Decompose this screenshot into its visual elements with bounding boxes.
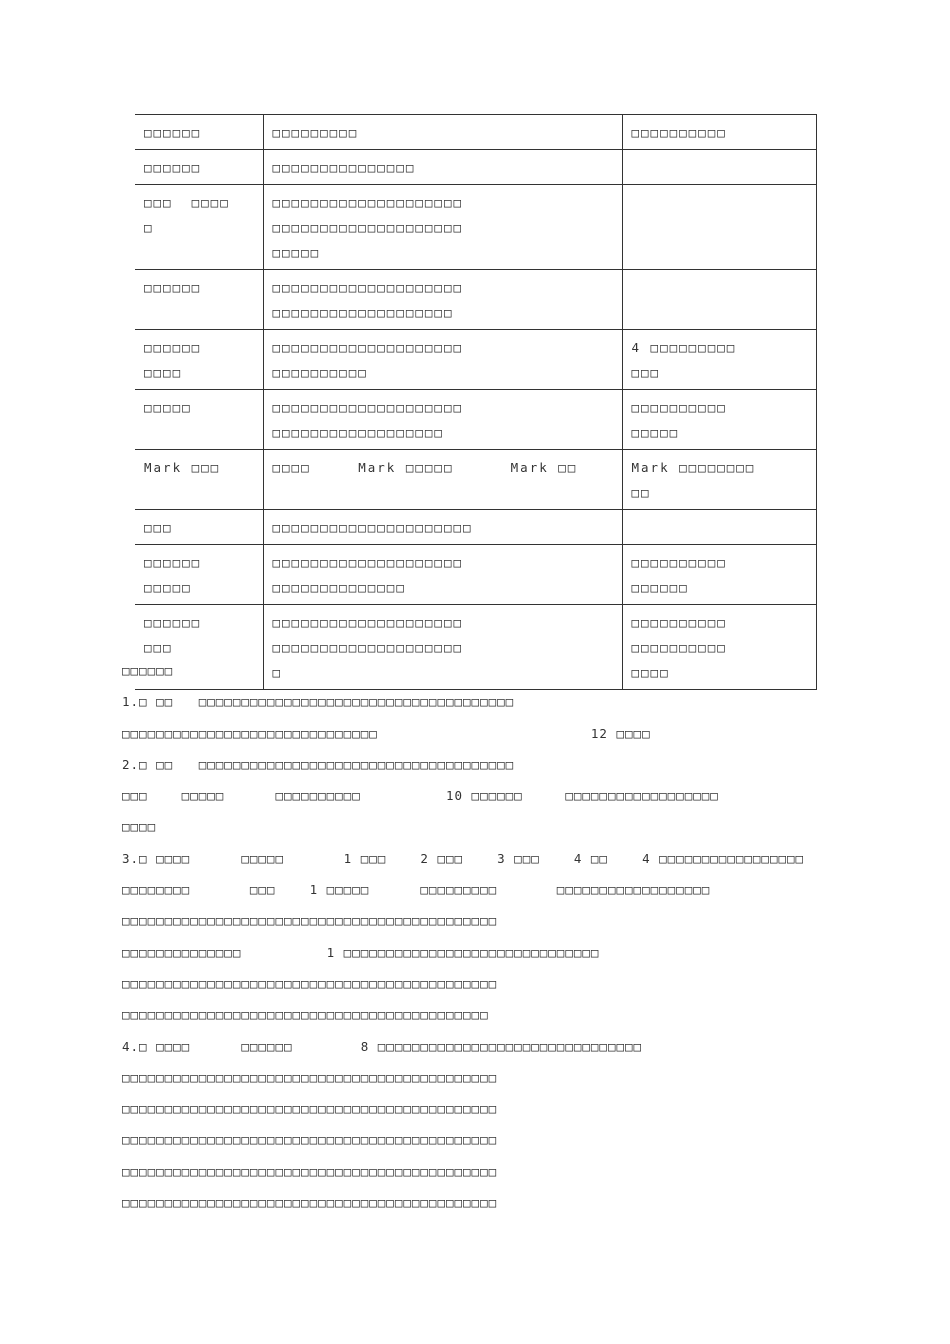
table-cell [622,510,816,545]
table-cell: Mark □□□□□□□□ □□ [622,450,816,510]
table-row [135,185,816,270]
table-row [135,545,816,605]
table-cell: □□□□□□□□□□ □□□□□ [622,390,816,450]
table-cell: □□□□□□□□□□□□□□□□□□□□ □□□□□□□□□□□□□□□□□□□ [263,270,622,330]
table-cell: □□□□ Mark □□□□□ Mark □□ [263,450,622,510]
table-cell: □□□□□□ [135,270,263,330]
table-cell: □□□□□□□□□□ [622,115,816,150]
body-line: □□□□□□□□□□□□□□ 1 □□□□□□□□□□□□□□□□□□□□□□□□□□□□□□ [122,944,600,960]
table-row [135,270,816,330]
table-row [135,115,816,150]
table-cell: □□□□□□□□□□□□□□□□□□□□ □□□□□□□□□□□□□□ [263,545,622,605]
body-line: 3.□ □□□□ □□□□□ 1 □□□ 2 □□□ 3 □□□ 4 □□ 4 □□□□□□□□□□□□□□□□□ [122,850,805,866]
table-cell: Mark □□□ [135,450,263,510]
table-cell [622,150,816,185]
body-line: □□□□□□□□□□□□□□□□□□□□□□□□□□□□□□□□□□□□□□□□□□□□ [122,1069,498,1085]
body-line: □□□□□□□□□□□□□□□□□□□□□□□□□□□□□□□□□□□□□□□□□□□□ [122,1163,498,1179]
table-cell [622,185,816,270]
table-cell: □□□□□□ □□□ [135,605,263,690]
body-line: □□□□□□□□□□□□□□□□□□□□□□□□□□□□□□□□□□□□□□□□□□□□ [122,1101,498,1117]
table-row [135,450,816,510]
table-cell: □□□□□□ □□□□ [135,330,263,390]
table-cell: □□□□□□ [135,150,263,185]
table-cell: □□□□□□□□□□ □□□□□□□□□□ □□□□ [622,605,816,690]
section-heading: □□□□□□ [122,663,174,678]
body-line: □□□□□□□□□□□□□□□□□□□□□□□□□□□□□□□□□□□□□□□□□□□□ [122,1195,498,1211]
body-line: 1.□ □□ □□□□□□□□□□□□□□□□□□□□□□□□□□□□□□□□□□□□□ [122,694,515,710]
body-line: 4.□ □□□□ □□□□□□ 8 □□□□□□□□□□□□□□□□□□□□□□□□□□□□□□□ [122,1038,643,1054]
table-cell: □□□□□□ □□□□□ [135,545,263,605]
spec-table [135,114,817,690]
table-cell: □□□ [135,510,263,545]
table-cell: □□□ □□□□ □ [135,185,263,270]
table-cell: □□□□□□□□□□ □□□□□□ [622,545,816,605]
table-cell: □□□□□□□□□□□□□□□□□□□□□ [263,510,622,545]
table-row [135,390,816,450]
body-line: □□□□□□□□□□□□□□□□□□□□□□□□□□□□□□□□□□□□□□□□□□□□ [122,1132,498,1148]
body-line: □□□□□□□□□□□□□□□□□□□□□□□□□□□□□□□□□□□□□□□□□□□□ [122,913,498,929]
table-cell: □□□□□□□□□□□□□□□□□□□□ □□□□□□□□□□□□□□□□□□ [263,390,622,450]
table-cell: □□□□□□□□□□□□□□□ [263,150,622,185]
table-cell: □□□□□□□□□□□□□□□□□□□□ □□□□□□□□□□□□□□□□□□□□ □□□□□ [263,185,622,270]
table-cell: □□□□□□□□□□□□□□□□□□□□ □□□□□□□□□□□□□□□□□□□□ □ [263,605,622,690]
table-cell [622,270,816,330]
body-line: □□□□□□□□□□□□□□□□□□□□□□□□□□□□□□□□□□□□□□□□□□□ [122,1007,489,1023]
body-line: □□□ □□□□□ □□□□□□□□□□ 10 □□□□□□ □□□□□□□□□□□□□□□□□□ [122,788,719,804]
table-row [135,510,816,545]
table-cell: □□□□□ [135,390,263,450]
table-cell: □□□□□□□□□ [263,115,622,150]
body-line: 2.□ □□ □□□□□□□□□□□□□□□□□□□□□□□□□□□□□□□□□□□□□ [122,756,515,772]
body-line: □□□□□□□□ □□□ 1 □□□□□ □□□□□□□□□ □□□□□□□□□□□□□□□□□□ [122,882,711,898]
table-cell: 4 □□□□□□□□□ □□□ [622,330,816,390]
table-row [135,330,816,390]
body-line: □□□□□□□□□□□□□□□□□□□□□□□□□□□□□□□□□□□□□□□□□□□□ [122,975,498,991]
body-line: □□□□ [122,819,157,835]
body-text [122,655,822,1218]
body-line: □□□□□□□□□□□□□□□□□□□□□□□□□□□□□□ 12 □□□□ [122,725,651,741]
table-cell: □□□□□□ [135,115,263,150]
table-cell: □□□□□□□□□□□□□□□□□□□□ □□□□□□□□□□ [263,330,622,390]
table-row [135,150,816,185]
